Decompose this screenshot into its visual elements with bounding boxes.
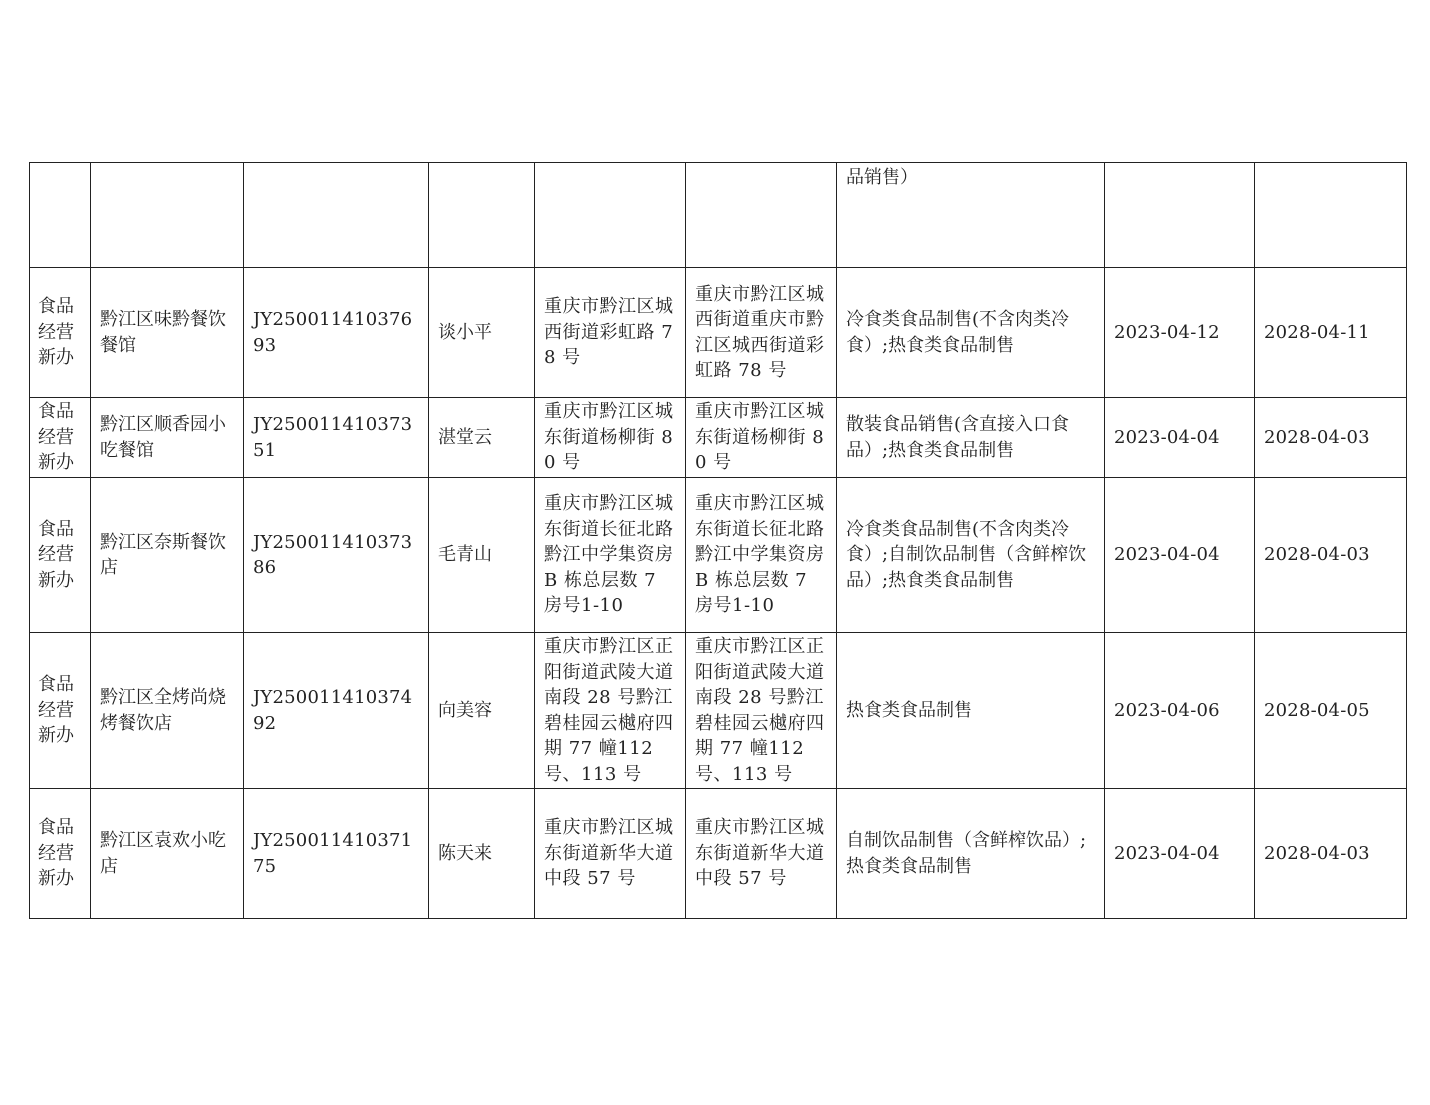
cell-residence: 重庆市黔江区城东街道新华大道中段 57 号 xyxy=(535,789,686,919)
cell-premises xyxy=(686,163,837,268)
cell-issue-date: 2023-04-04 xyxy=(1105,478,1255,633)
cell-legal-rep: 毛青山 xyxy=(429,478,535,633)
cell-legal-rep xyxy=(429,163,535,268)
cell-name: 黔江区味黔餐饮餐馆 xyxy=(91,268,244,398)
table-row xyxy=(30,789,1407,919)
cell-license-no: JY25001141037693 xyxy=(244,268,429,398)
cell-legal-rep: 陈天来 xyxy=(429,789,535,919)
cell-premises: 重庆市黔江区城东街道杨柳街 80 号 xyxy=(686,398,837,478)
cell-residence: 重庆市黔江区城西街道彩虹路 78 号 xyxy=(535,268,686,398)
cell-name: 黔江区顺香园小吃餐馆 xyxy=(91,398,244,478)
cell-expiry-date: 2028-04-03 xyxy=(1255,789,1407,919)
cell-expiry-date: 2028-04-11 xyxy=(1255,268,1407,398)
table-row-continued xyxy=(30,163,1407,268)
cell-residence: 重庆市黔江区城东街道杨柳街 80 号 xyxy=(535,398,686,478)
cell-issue-date: 2023-04-06 xyxy=(1105,633,1255,789)
cell-license-no: JY25001141037386 xyxy=(244,478,429,633)
table-row xyxy=(30,478,1407,633)
cell-category: 食品经营新办 xyxy=(30,789,91,919)
cell-name: 黔江区袁欢小吃店 xyxy=(91,789,244,919)
cell-category: 食品经营新办 xyxy=(30,633,91,789)
cell-scope: 自制饮品制售（含鲜榨饮品）;热食类食品制售 xyxy=(837,789,1105,919)
cell-category: 食品经营新办 xyxy=(30,398,91,478)
cell-issue-date: 2023-04-04 xyxy=(1105,789,1255,919)
cell-scope: 品销售） xyxy=(837,163,1105,268)
cell-name: 黔江区奈斯餐饮店 xyxy=(91,478,244,633)
table-row xyxy=(30,398,1407,478)
cell-issue-date: 2023-04-04 xyxy=(1105,398,1255,478)
cell-license-no xyxy=(244,163,429,268)
cell-expiry-date: 2028-04-03 xyxy=(1255,478,1407,633)
cell-legal-rep: 湛堂云 xyxy=(429,398,535,478)
cell-premises: 重庆市黔江区城东街道长征北路黔江中学集资房 B 栋总层数 7 房号1-10 xyxy=(686,478,837,633)
cell-expiry-date: 2028-04-03 xyxy=(1255,398,1407,478)
cell-expiry-date: 2028-04-05 xyxy=(1255,633,1407,789)
license-table xyxy=(29,162,1407,919)
cell-issue-date xyxy=(1105,163,1255,268)
cell-scope: 冷食类食品制售(不含肉类冷食）;热食类食品制售 xyxy=(837,268,1105,398)
cell-issue-date: 2023-04-12 xyxy=(1105,268,1255,398)
table-row xyxy=(30,268,1407,398)
cell-expiry-date xyxy=(1255,163,1407,268)
cell-scope: 散装食品销售(含直接入口食品）;热食类食品制售 xyxy=(837,398,1105,478)
cell-premises: 重庆市黔江区城西街道重庆市黔江区城西街道彩虹路 78 号 xyxy=(686,268,837,398)
cell-residence xyxy=(535,163,686,268)
cell-scope: 热食类食品制售 xyxy=(837,633,1105,789)
cell-category: 食品经营新办 xyxy=(30,478,91,633)
cell-name: 黔江区全烤尚烧烤餐饮店 xyxy=(91,633,244,789)
cell-category xyxy=(30,163,91,268)
cell-legal-rep: 谈小平 xyxy=(429,268,535,398)
cell-residence: 重庆市黔江区城东街道长征北路黔江中学集资房 B 栋总层数 7 房号1-10 xyxy=(535,478,686,633)
cell-name xyxy=(91,163,244,268)
cell-legal-rep: 向美容 xyxy=(429,633,535,789)
cell-category: 食品经营新办 xyxy=(30,268,91,398)
cell-license-no: JY25001141037351 xyxy=(244,398,429,478)
cell-premises: 重庆市黔江区正阳街道武陵大道南段 28 号黔江碧桂园云樾府四期 77 幢112 号、113 号 xyxy=(686,633,837,789)
cell-residence: 重庆市黔江区正阳街道武陵大道南段 28 号黔江碧桂园云樾府四期 77 幢112 号、113 号 xyxy=(535,633,686,789)
cell-license-no: JY25001141037175 xyxy=(244,789,429,919)
cell-scope: 冷食类食品制售(不含肉类冷食）;自制饮品制售（含鲜榨饮品）;热食类食品制售 xyxy=(837,478,1105,633)
cell-license-no: JY25001141037492 xyxy=(244,633,429,789)
table-row xyxy=(30,633,1407,789)
cell-premises: 重庆市黔江区城东街道新华大道中段 57 号 xyxy=(686,789,837,919)
